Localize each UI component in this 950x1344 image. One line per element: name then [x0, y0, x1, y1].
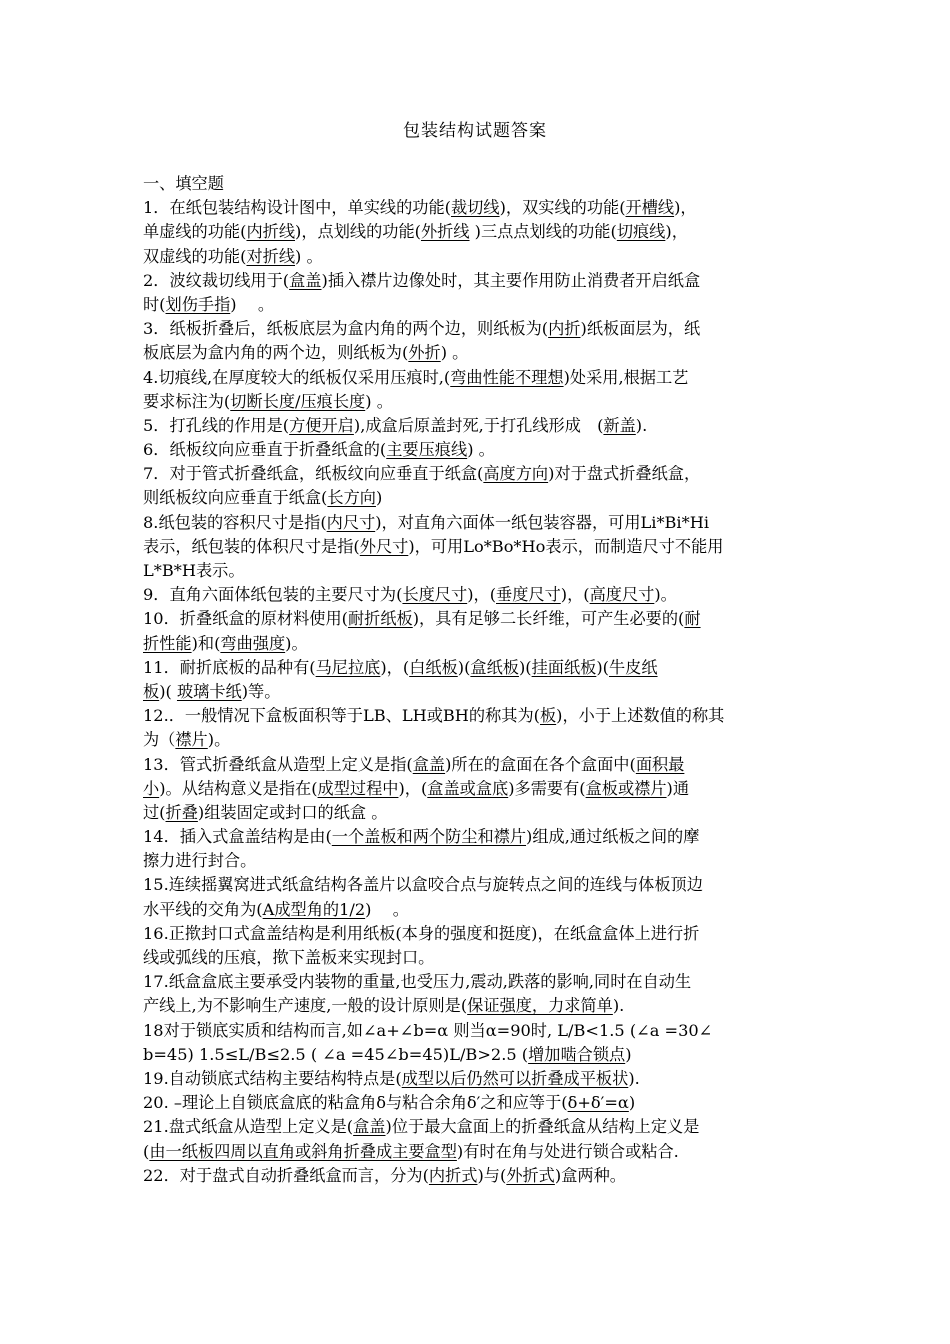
question-text: ) — [628, 1093, 636, 1113]
question-text: 过( — [143, 802, 166, 822]
text-line — [143, 1115, 808, 1139]
question-text: 1．在纸包装结构设计图中，单实线的功能( — [143, 198, 451, 218]
question-text: )，小于上述数值的称其 — [556, 706, 725, 726]
section-heading: 一、填空题 — [143, 174, 224, 193]
answer-text: 外折式 — [506, 1165, 555, 1185]
text-line — [143, 462, 808, 486]
question-text: )，( — [560, 585, 590, 605]
question-text: ). — [635, 415, 648, 435]
text-line — [143, 341, 808, 365]
text-line — [143, 801, 808, 825]
question-text: 擦力进行封合。 — [143, 851, 257, 871]
answer-text: 盒盖 — [353, 1117, 386, 1137]
question-text: 19.自动锁底式结构主要结构特点是( — [143, 1068, 402, 1088]
question-text: )，点划线的功能( — [295, 222, 421, 242]
text-line — [143, 438, 808, 462]
answer-text: 保证强度，力求简单 — [467, 996, 613, 1016]
text-line — [143, 390, 808, 414]
text-line — [143, 1140, 808, 1164]
question-text: ),成盒后原盖封死,于打孔线形成 ( — [353, 415, 604, 435]
answer-text: 成型以后仍然可以折叠成平板状 — [401, 1068, 629, 1088]
question-text: 要求标注为( — [143, 391, 231, 411]
text-line — [143, 607, 808, 631]
text-line — [143, 535, 808, 559]
question-text: )有时在角与处进行锁合或粘合. — [456, 1141, 679, 1161]
question-text: )通 — [666, 778, 690, 798]
answer-text: 耐 — [684, 609, 701, 629]
question-text: 产线上,为不影响生产速度,一般的设计原则是( — [143, 996, 468, 1016]
answer-text: 增加啮合锁点 — [528, 1044, 626, 1064]
answer-text: 由一纸板四周以直角或斜角折叠成主要盒型 — [149, 1141, 457, 1161]
question-text: ( — [143, 1141, 150, 1161]
text-line — [143, 728, 808, 752]
answer-text: 折叠 — [165, 802, 198, 822]
text-line — [143, 656, 808, 680]
text-line — [143, 970, 808, 994]
answer-text: 板 — [539, 706, 557, 726]
answer-text: 主要压痕线 — [386, 440, 468, 460]
answer-text: 盒盖或盒底 — [427, 778, 509, 798]
question-text: 5．打孔线的作用是( — [143, 415, 290, 435]
question-text: 线或弧线的压痕，揿下盖板来实现封口。 — [143, 948, 435, 967]
answer-text: 切断长度/压痕长度 — [230, 391, 366, 411]
answer-text: 盒盖 — [412, 754, 446, 774]
answer-text: 外折 — [408, 343, 441, 363]
text-line — [143, 753, 808, 777]
question-text: )三点点划线的功能( — [469, 222, 617, 242]
question-text: 14．插入式盒盖结构是由( — [143, 827, 332, 847]
text-line — [143, 849, 808, 873]
text-line — [143, 245, 808, 269]
question-text: ). — [628, 1068, 640, 1088]
text-line — [143, 559, 808, 583]
question-text: )等。 — [241, 681, 281, 701]
text-line — [143, 317, 808, 341]
question-text: )多需要有( — [508, 778, 586, 798]
question-text: )，( — [398, 778, 428, 798]
text-line — [143, 704, 808, 728]
question-text: )和( — [191, 633, 221, 653]
question-text: )。 — [285, 633, 308, 653]
text-line — [143, 1043, 808, 1067]
answer-text: 挂面纸板 — [531, 657, 597, 677]
answer-text: 面积最 — [635, 754, 685, 774]
question-text: 为（ — [143, 730, 176, 750]
question-text: ) 。 — [467, 440, 495, 460]
question-text: 6．纸板纹向应垂直于折叠纸盒的( — [143, 440, 387, 460]
document-title: 包装结构试题答案 — [403, 121, 547, 141]
answer-text: 外折线 — [420, 222, 470, 242]
text-line — [143, 922, 808, 946]
question-text: 18对于锁底实质和结构而言,如∠a+∠b=α 则当α=90时, L/B<1.5 (∠a =30∠ — [143, 1020, 713, 1040]
text-line — [143, 825, 808, 849]
text-line — [143, 196, 808, 220]
answer-text: 成型过程中 — [317, 778, 399, 798]
question-text: 15.连续摇翼窝进式纸盒结构各盖片以盒咬合点与旋转点之间的连线与体板顶边 — [143, 875, 703, 895]
text-line — [143, 1091, 808, 1115]
answer-text: 外尺寸 — [359, 536, 409, 556]
question-text: )， — [665, 222, 688, 242]
answer-text: 盒板或襟片 — [585, 778, 667, 798]
question-text: 22．对于盘式自动折叠纸盒而言，分为( — [143, 1165, 429, 1185]
answer-text: 盒纸板 — [470, 657, 519, 677]
question-text: 17.纸盒盒底主要承受内装物的重量,也受压力,震动,跌落的影响,同时在自动生 — [143, 972, 692, 992]
question-text: )。 — [207, 730, 231, 750]
question-text: )，对直角六面体一纸包装容器，可用Li*Bi*Hi — [375, 512, 709, 532]
question-text: ) 。 — [365, 899, 409, 919]
question-text: 3．纸板折叠后，纸板底层为盒内角的两个边，则纸板为( — [143, 319, 549, 339]
question-text: 7．对于管式折叠纸盒，纸板纹向应垂直于纸盒( — [143, 464, 484, 484]
answer-text: 方便开启 — [289, 415, 354, 435]
answer-text: 一个盖板和两个防尘和襟片 — [331, 827, 527, 847]
question-text: 9．直角六面体纸包装的主要尺寸为( — [143, 585, 403, 605]
answer-text: 板 — [143, 681, 160, 701]
question-text: )纸板面层为，纸 — [580, 319, 701, 339]
text-line — [143, 293, 808, 317]
question-text: 10．折叠纸盒的原材料使用( — [143, 609, 348, 629]
question-text: 20. –理论上自锁底盒底的粘盒角δ与粘合余角δ′之和应等于( — [143, 1093, 568, 1113]
answer-text: 垂度尺寸 — [496, 585, 561, 605]
question-text: )组装固定或封口的纸盒 。 — [197, 802, 388, 822]
question-text: ) — [375, 488, 383, 508]
answer-text: 耐折纸板 — [347, 609, 413, 629]
question-text: )所在的盒面在各个盒面中( — [445, 754, 636, 774]
question-text: )处采用,根据工艺 — [563, 367, 689, 387]
question-text: 板底层为盒内角的两个边，则纸板为( — [143, 343, 409, 363]
answer-text: 弯曲强度 — [220, 633, 286, 653]
text-line — [143, 680, 808, 704]
text-line — [143, 511, 808, 535]
question-lines — [143, 196, 808, 1188]
answer-text: 长度尺寸 — [402, 585, 468, 605]
answer-text: 对折线 — [246, 246, 296, 266]
question-text: )( — [457, 657, 471, 677]
question-text: )，可用Lo*Bo*Ho表示，而制造尺寸不能用 — [408, 536, 724, 556]
text-line — [143, 1019, 808, 1043]
question-text: 4.切痕线,在厚度较大的纸板仅采用压痕时,( — [143, 367, 451, 387]
answer-text: 襟片 — [175, 730, 208, 750]
text-line — [143, 220, 808, 244]
question-text: 双虚线的功能( — [143, 246, 247, 266]
text-line — [143, 946, 808, 970]
question-text: 表示，纸包装的体积尺寸是指( — [143, 536, 360, 556]
question-text: )组成,通过纸板之间的摩 — [526, 827, 700, 847]
answer-text: 盒盖 — [289, 270, 322, 290]
question-text: )，双实线的功能( — [499, 198, 626, 218]
text-line — [143, 1067, 808, 1091]
answer-text: 玻璃卡纸 — [176, 681, 242, 701]
question-text: b=45) 1.5≤L/B≤2.5 ( ∠a =45∠b=45)L/B>2.5 ( — [143, 1044, 529, 1064]
answer-text: 开槽线 — [625, 198, 675, 218]
answer-text: 白纸板 — [409, 657, 458, 677]
question-text: 则纸板纹向应垂直于纸盒( — [143, 488, 328, 508]
answer-text: 牛皮纸 — [608, 657, 658, 677]
question-text: )。 — [654, 585, 677, 605]
question-text: 13．管式折叠纸盒从造型上定义是指( — [143, 754, 413, 774]
answer-text: 内折线 — [246, 222, 296, 242]
question-text: )( — [596, 657, 609, 677]
text-line — [143, 994, 808, 1018]
question-text: )。从结构意义是指在( — [159, 778, 318, 798]
answer-text: A成型角的1/2 — [262, 899, 366, 919]
question-text: L*B*H表示。 — [143, 561, 245, 580]
answer-text: 长方向 — [327, 488, 376, 508]
answer-text: 划伤手指 — [165, 294, 231, 314]
answer-text: 切痕线 — [616, 222, 666, 242]
question-text: ) 。 — [440, 343, 469, 363]
answer-text: 高度尺寸 — [589, 585, 655, 605]
text-line — [143, 873, 808, 897]
question-text: ) 。 — [295, 246, 323, 266]
question-text: )，( — [380, 657, 410, 677]
question-text: )( — [159, 681, 177, 701]
question-text: 21.盘式纸盒从造型上定义是( — [143, 1117, 354, 1137]
text-line — [143, 1164, 808, 1188]
answer-text: 新盖 — [603, 415, 636, 435]
question-text: 水平线的交角为( — [143, 899, 263, 919]
question-text: 12.．一般情况下盒板面积等于LB、LH或BH的称其为( — [143, 706, 540, 726]
text-line — [143, 632, 808, 656]
question-text: 11．耐折底板的品种有( — [143, 657, 316, 677]
question-text: ) 。 — [230, 294, 275, 314]
text-line — [143, 486, 808, 510]
answer-text: 内折式 — [428, 1165, 478, 1185]
question-text: ) 。 — [365, 391, 393, 411]
text-line — [143, 366, 808, 390]
answer-text: δ+δ′=α — [567, 1093, 629, 1113]
answer-text: 弯曲性能不理想 — [450, 367, 564, 387]
answer-text: 裁切线 — [451, 198, 500, 218]
question-text: )， — [674, 198, 697, 218]
answer-text: 内折 — [548, 319, 581, 339]
question-text: ) — [625, 1044, 632, 1064]
question-text: 单虚线的功能( — [143, 222, 247, 242]
answer-text: 马尼拉底 — [315, 657, 381, 677]
text-line — [143, 414, 808, 438]
question-text: 16.正揿封口式盒盖结构是利用纸板(本身的强度和挺度)，在纸盒盒体上进行折 — [143, 923, 700, 943]
question-text: )插入襟片边像处时，其主要作用防止消费者开启纸盒 — [321, 270, 701, 290]
answer-text: 折性能 — [143, 633, 192, 653]
question-text: )位于最大盒面上的折叠纸盒从结构上定义是 — [385, 1117, 700, 1137]
question-text: )，具有足够二长纤维，可产生必要的( — [412, 609, 685, 629]
text-line — [143, 777, 808, 801]
question-text: 2．波纹裁切线用于( — [143, 270, 290, 290]
question-text: 时( — [143, 294, 166, 314]
question-text: )( — [518, 657, 532, 677]
text-line — [143, 269, 808, 293]
question-text: ). — [612, 996, 625, 1016]
question-text: )，( — [467, 585, 497, 605]
text-line — [143, 898, 808, 922]
question-text: )与( — [477, 1165, 507, 1185]
question-text: )盒两种。 — [554, 1165, 626, 1185]
answer-text: 内尺寸 — [326, 512, 376, 532]
answer-text: 高度方向 — [483, 464, 549, 484]
answer-text: 小 — [143, 778, 160, 798]
question-text: )对于盘式折叠纸盒， — [548, 464, 701, 484]
text-line — [143, 583, 808, 607]
quiz-content — [143, 172, 808, 1188]
question-text: 8.纸包装的容积尺寸是指( — [143, 512, 327, 532]
